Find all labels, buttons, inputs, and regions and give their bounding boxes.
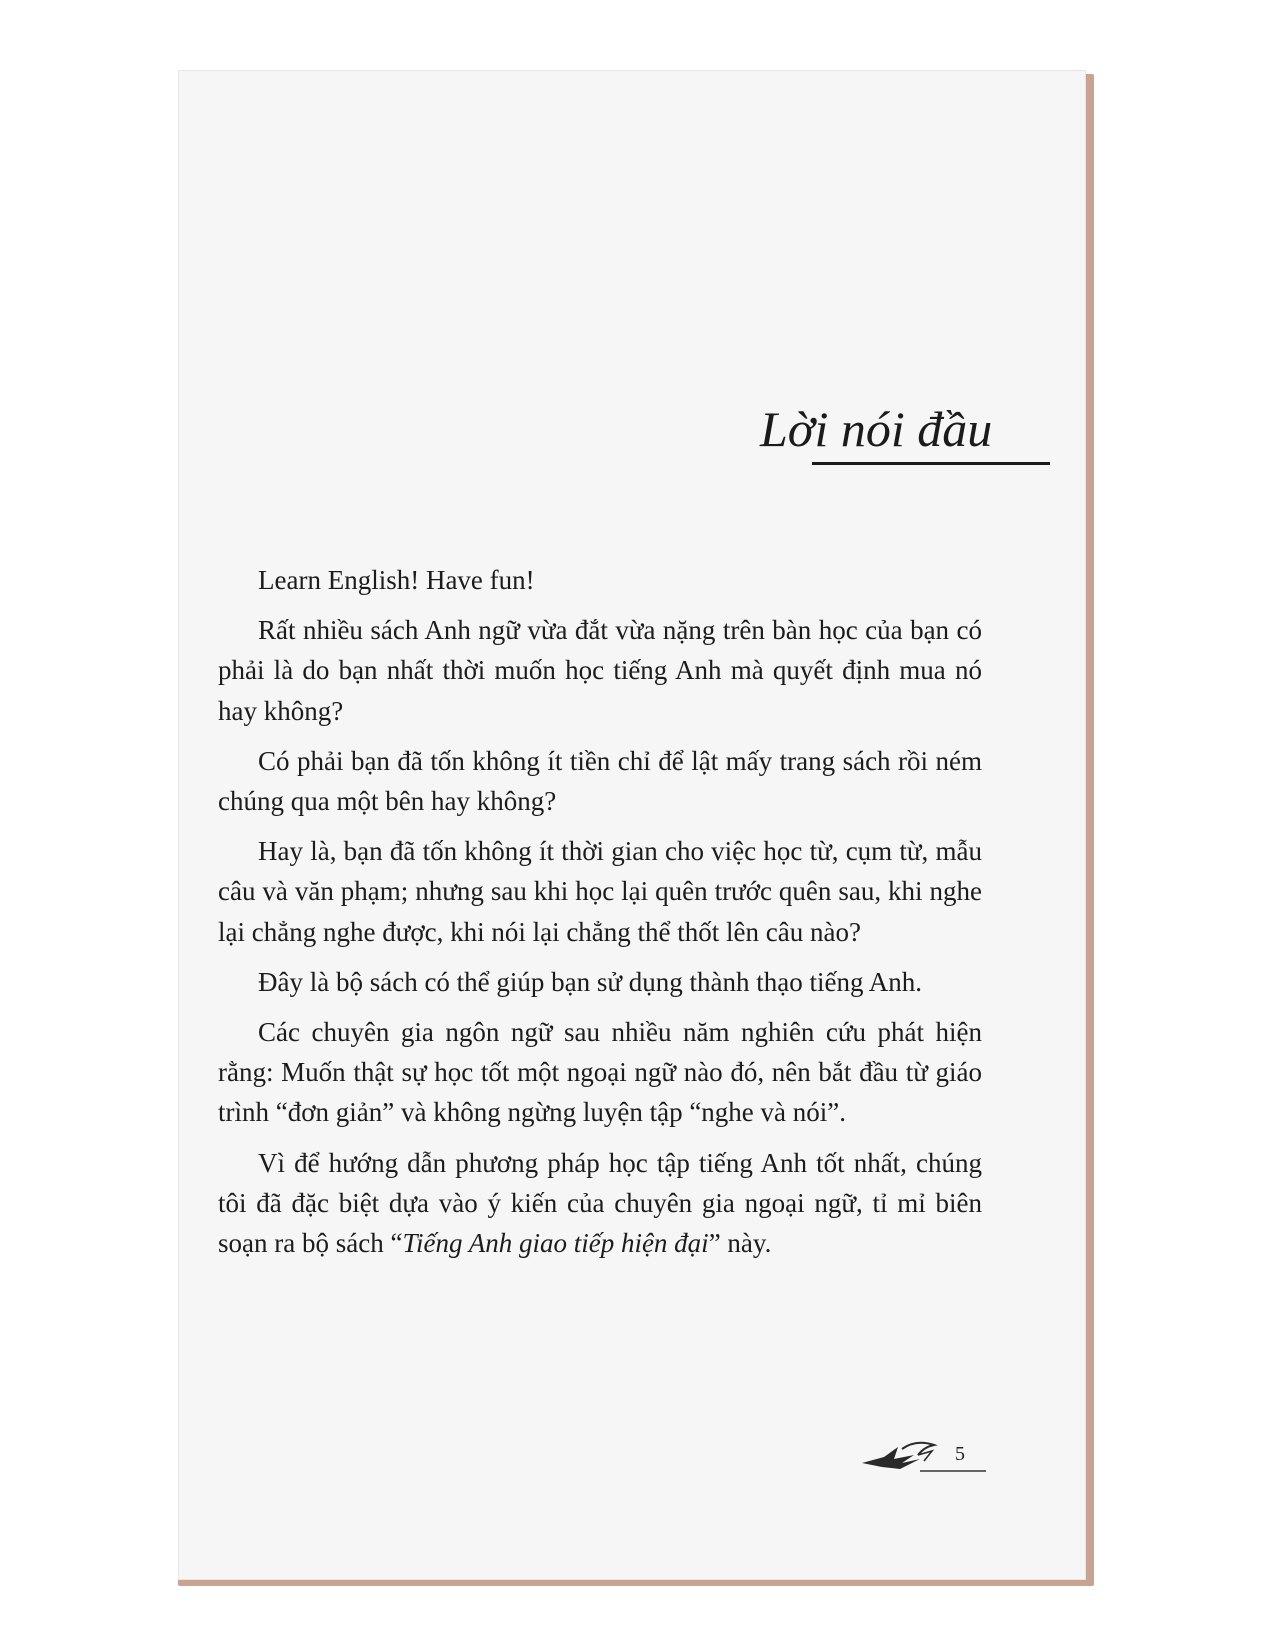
page-number-group bbox=[858, 1435, 988, 1481]
paragraph-5: Đây là bộ sách có thể giúp bạn sử dụng thành thạo tiếng Anh. bbox=[258, 966, 923, 997]
heading-underline bbox=[812, 462, 1050, 465]
paragraph-6: Các chuyên gia ngôn ngữ sau nhiều năm nghiên cứu phát hiện rằng: Muốn thật sự học tốt một ngoại ngữ nào đó, nên bắt đầu từ giáo trình “đơn giản” và không ngừng luyện tập “nghe và nói”. bbox=[218, 1017, 982, 1128]
page-heading: Lời nói đầu bbox=[760, 401, 993, 457]
paragraph-1: Learn English! Have fun! bbox=[258, 565, 535, 595]
paragraph-7-text-before: Vì để hướng dẫn phương pháp học tập tiếng Anh tốt nhất, chúng tôi đã đặc biệt dựa vào ý kiến của chuyên gia ngoại ngữ, tỉ mỉ biên soạn ra bộ sách “ bbox=[218, 1147, 982, 1259]
body-text bbox=[218, 560, 982, 1263]
paragraph-7 bbox=[218, 1143, 982, 1264]
page-number: 5 bbox=[955, 1443, 965, 1465]
swallow-ornament-icon bbox=[858, 1435, 988, 1481]
paragraph-4: Hay là, bạn đã tốn không ít thời gian cho việc học từ, cụm từ, mẫu câu và văn phạm; nhưng sau khi học lại quên trước quên sau, khi nghe lại chẳng nghe được, khi nói lại chẳng thể thốt lên câu nào? bbox=[218, 836, 982, 947]
book-page bbox=[178, 70, 1086, 1580]
paragraph-2: Rất nhiều sách Anh ngữ vừa đắt vừa nặng trên bàn học của bạn có phải là do bạn nhất thời muốn học tiếng Anh mà quyết định mua nó hay không? bbox=[218, 615, 982, 726]
paragraph-7-text-after: ” này. bbox=[708, 1228, 772, 1259]
book-title: Tiếng Anh giao tiếp hiện đại bbox=[402, 1228, 709, 1259]
paragraph-3: Có phải bạn đã tốn không ít tiền chỉ để lật mấy trang sách rồi ném chúng qua một bên hay không? bbox=[218, 745, 982, 817]
